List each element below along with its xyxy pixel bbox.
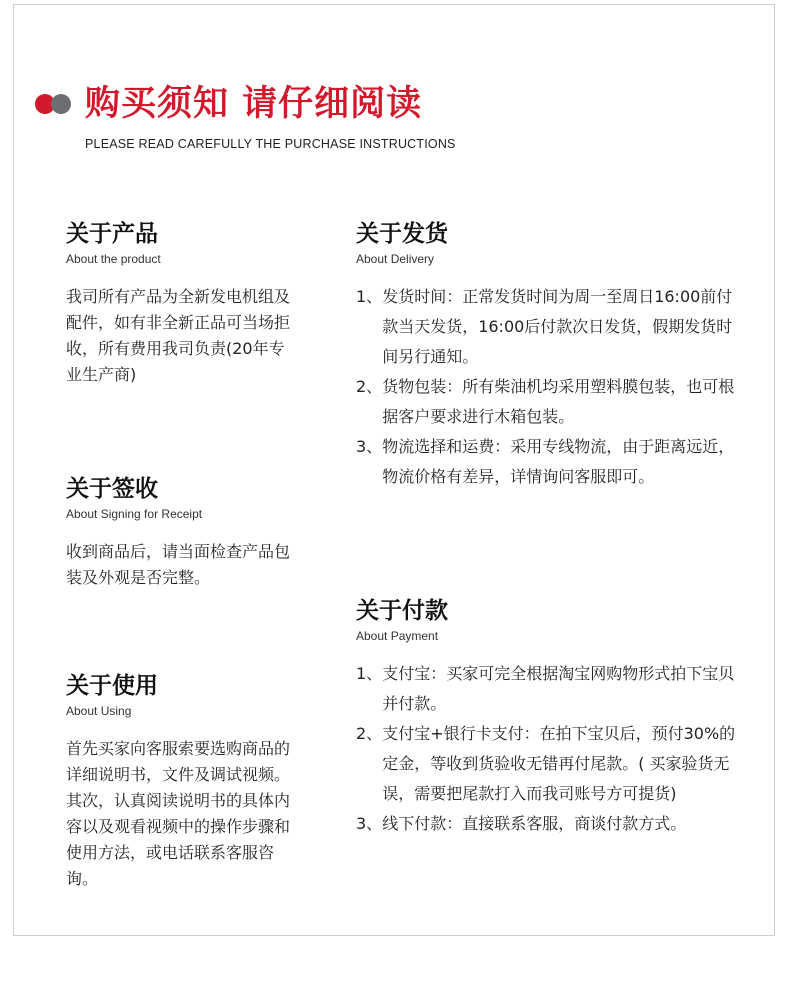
list-item [356,372,736,432]
list-item-text: 支付宝+银行卡支付：在拍下宝贝后，预付30%的定金，等收到货验收无错再付尾款。( 买家验货无误，需要把尾款打入而我司账号方可提货) [382,724,736,803]
section-title: 关于产品 [66,221,158,247]
list-item [356,432,736,492]
section-subtitle: About Using [66,704,132,718]
gray-dot-icon [51,94,71,114]
section-subtitle: About the product [66,252,161,266]
list-item-number: 3、 [356,437,383,456]
payment-list [356,659,736,839]
list-item-text: 发货时间：正常发货时间为周一至周日16:00前付款当天发货，16:00后付款次日发货，假期发货时间另行通知。 [382,287,733,366]
list-item-number: 1、 [356,664,383,683]
section-receipt [66,474,298,591]
page-subtitle: PLEASE READ CAREFULLY THE PURCHASE INSTRUCTIONS [85,137,456,151]
list-item-text: 线下付款：直接联系客服，商谈付款方式。 [382,814,687,833]
section-text: 首先买家向客服索要选购商品的详细说明书，文件及调试视频。其次，认真阅读说明书的具体内容以及观看视频中的操作步骤和使用方法，或电话联系客服咨询。 [66,739,291,888]
section-delivery [356,219,736,492]
section-title: 关于签收 [66,476,158,502]
list-item-number: 2、 [356,377,383,396]
list-item-text: 物流选择和运费：采用专线物流，由于距离远近，物流价格有差异，详情询问客服即可。 [382,437,735,486]
section-title: 关于发货 [356,221,448,247]
list-item-text: 货物包装：所有柴油机均采用塑料膜包装，也可根据客户要求进行木箱包装。 [382,377,735,426]
section-text: 收到商品后，请当面检查产品包装及外观是否完整。 [66,542,291,587]
list-item-number: 3、 [356,814,383,833]
list-item-text: 支付宝：买家可完全根据淘宝网购物形式拍下宝贝并付款。 [382,664,735,713]
list-item-number: 2、 [356,724,383,743]
decorative-dots [35,94,73,114]
section-title: 关于使用 [66,673,158,699]
section-subtitle: About Signing for Receipt [66,507,203,521]
list-item [356,719,736,809]
section-product [66,219,298,388]
list-item [356,659,736,719]
section-text: 我司所有产品为全新发电机组及配件，如有非全新正品可当场拒收，所有费用我司负责(20年专业生产商) [66,287,291,384]
section-usage [66,671,298,892]
delivery-list [356,282,736,492]
section-subtitle: About Delivery [356,252,435,266]
list-item-number: 1、 [356,287,383,306]
list-item [356,282,736,372]
section-payment [356,596,736,839]
page-title: 购买须知 请仔细阅读 [85,84,423,124]
list-item [356,809,736,839]
section-subtitle: About Payment [356,629,439,643]
section-title: 关于付款 [356,598,448,624]
